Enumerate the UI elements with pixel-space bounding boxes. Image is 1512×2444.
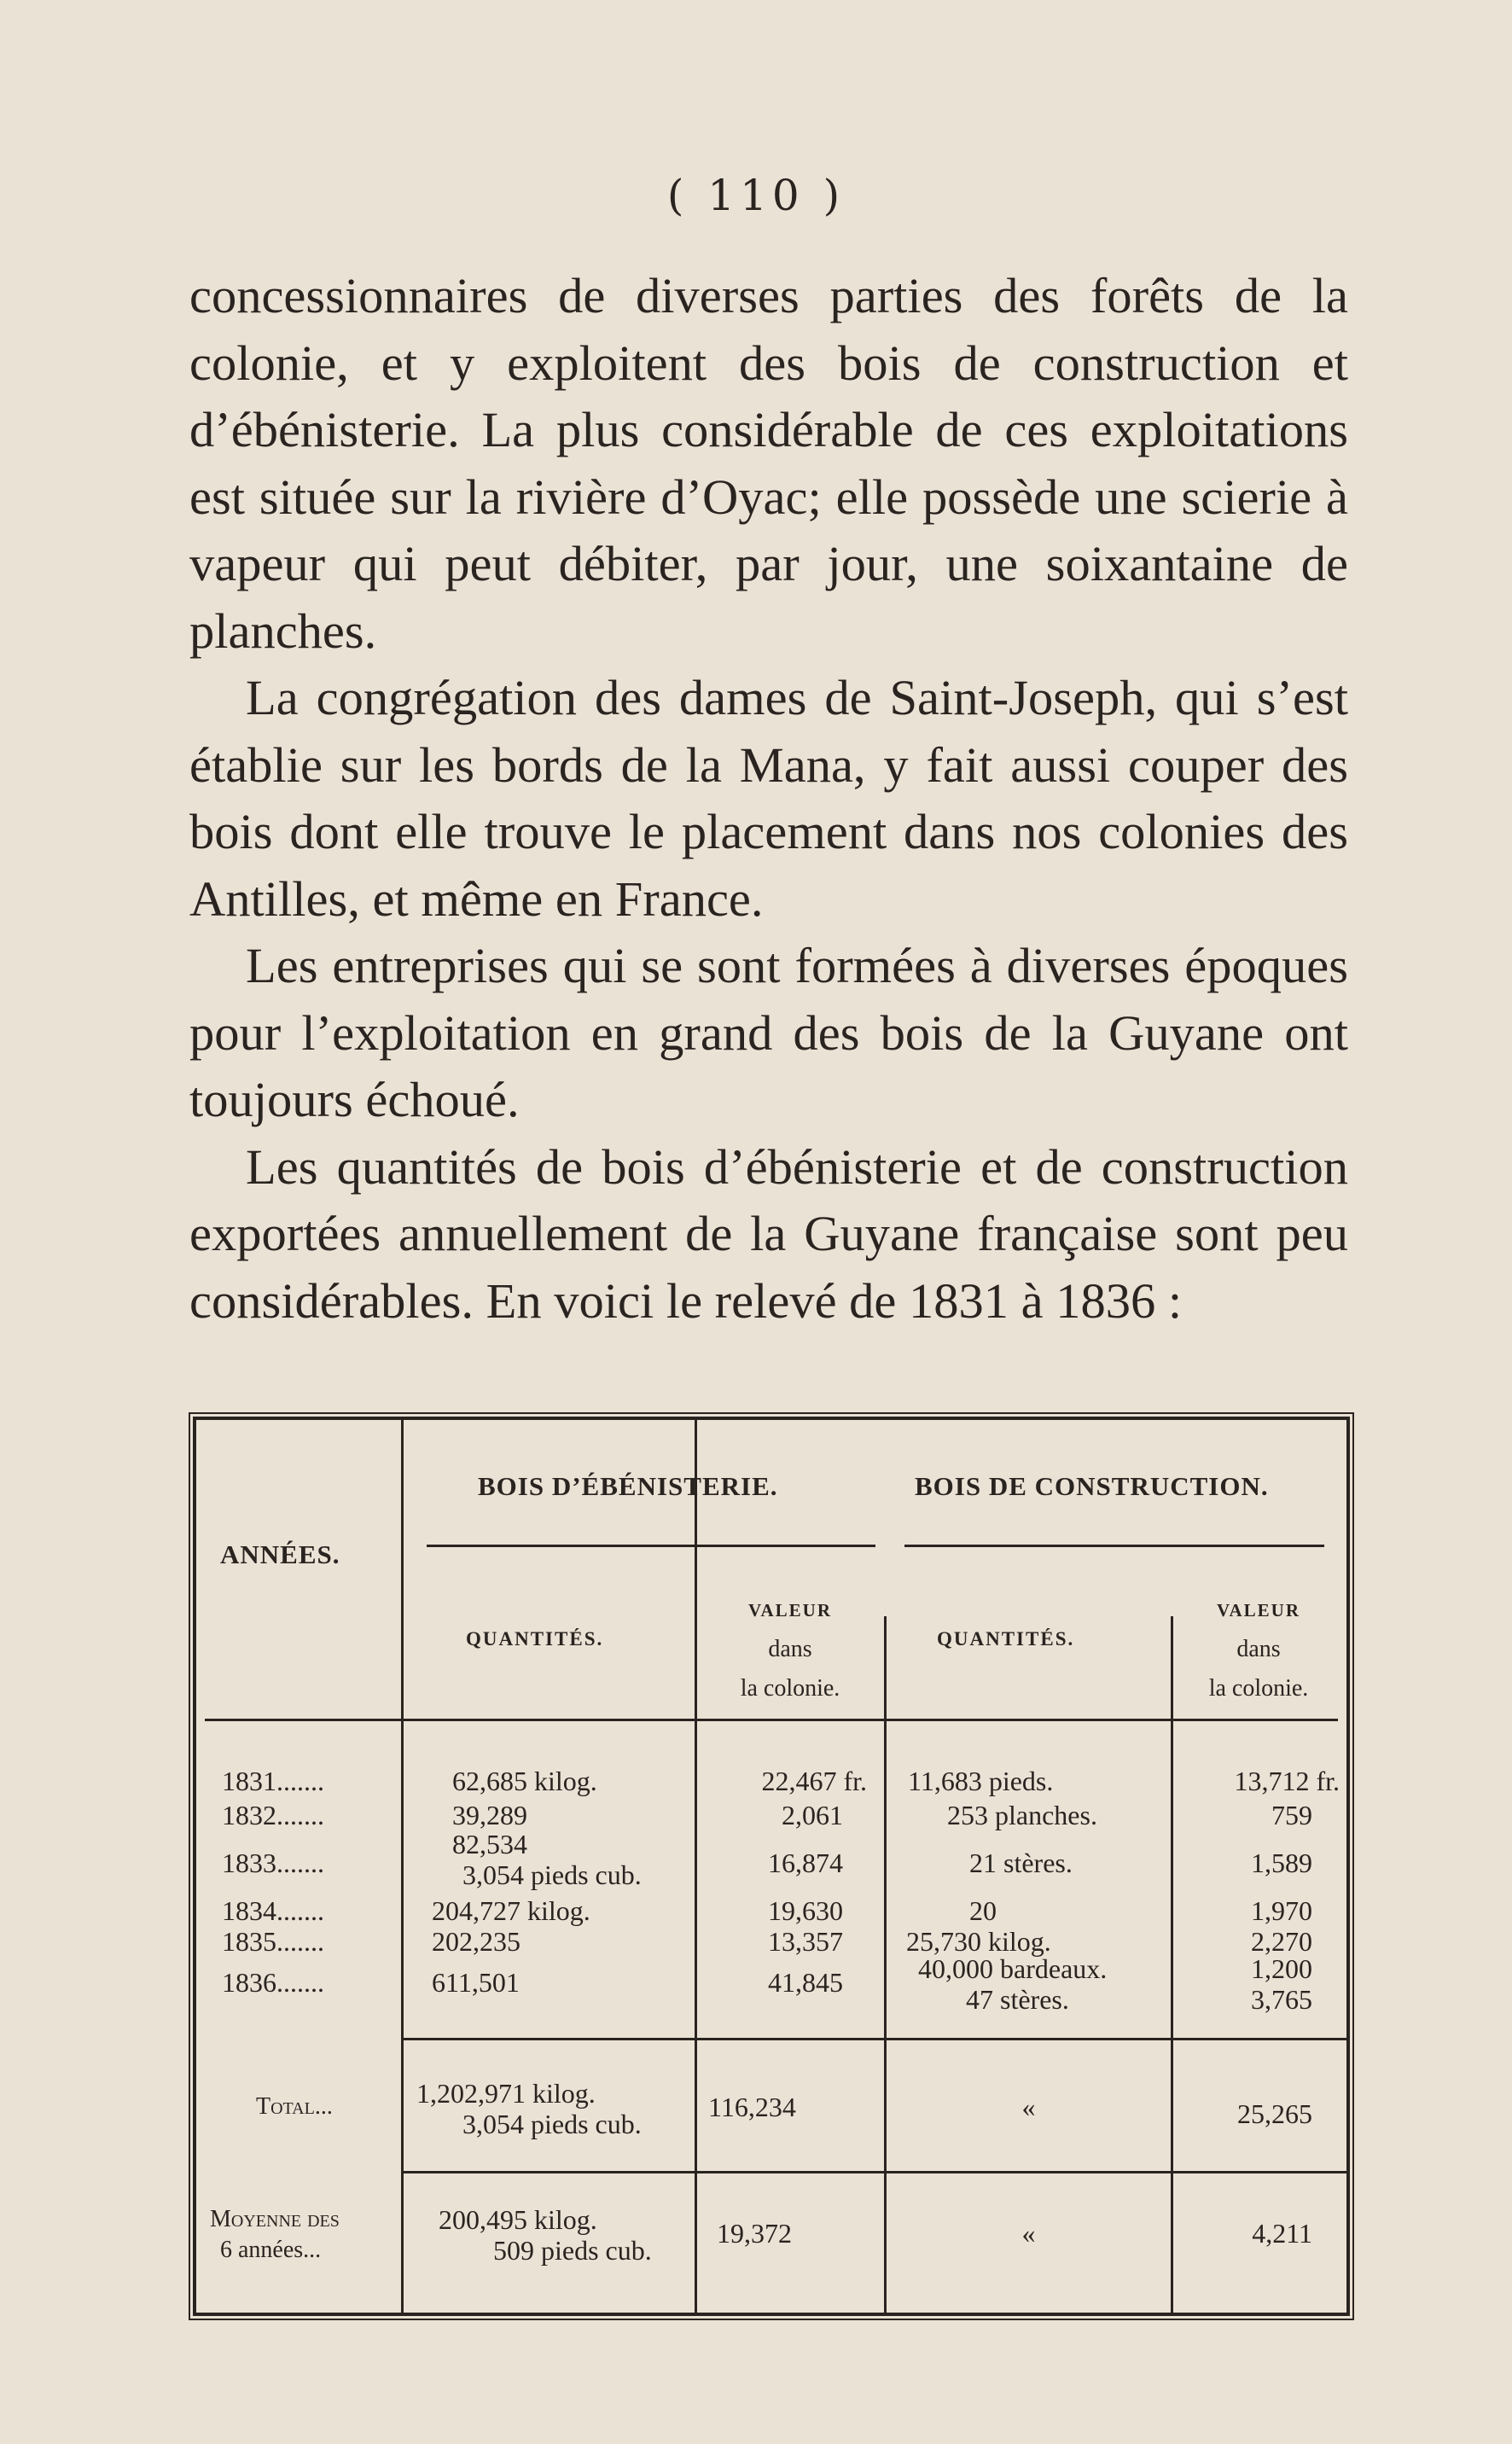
average-label: Moyenne des <box>210 2206 340 2232</box>
total-con-qty: « <box>1021 2092 1036 2122</box>
year-cell: 1835....... <box>222 1926 324 1957</box>
year-cell: 1833....... <box>222 1848 324 1878</box>
column-divider <box>695 2028 697 2313</box>
average-con-qty: « <box>1021 2218 1036 2249</box>
ebe-qty-cell: 62,685 kilog. <box>452 1766 597 1796</box>
subheader-valeur: VALEUR dans la colonie. <box>1208 1600 1309 1702</box>
con-value-cell: 1,970 <box>1251 1895 1312 1926</box>
ebe-qty-cell: 39,289 <box>452 1800 527 1830</box>
con-qty-cell: 25,730 kilog. <box>906 1926 1051 1957</box>
ebe-value-cell: 41,845 <box>768 1967 843 1998</box>
average-label: 6 années... <box>220 2237 322 2263</box>
total-ebe-qty: 1,202,971 kilog. <box>416 2078 596 2109</box>
average-ebe-qty: 509 pieds cub. <box>493 2235 652 2266</box>
ebe-value-cell: 16,874 <box>768 1848 843 1878</box>
brace-construction <box>904 1543 1324 1548</box>
con-value-cell: 1,200 <box>1251 1953 1312 1984</box>
ebe-value-cell: 2,061 <box>782 1800 843 1830</box>
ebe-qty-cell: 204,727 kilog. <box>432 1895 590 1926</box>
paragraph: Les entreprises qui se sont formées à diverses époques pour l’exploitation en grand des bois de la Guyane ont toujours échoué. <box>189 938 1348 1127</box>
header-years: ANNÉES. <box>220 1539 340 1569</box>
average-con-value: 4,211 <box>1252 2218 1312 2249</box>
con-qty-cell: 253 planches. <box>947 1800 1097 1830</box>
column-divider <box>695 1420 697 2028</box>
con-qty-cell: 20 <box>969 1895 997 1926</box>
con-qty-cell: 40,000 bardeaux. <box>918 1953 1108 1984</box>
paragraph: La congrégation des dames de Saint-Joseph, qui s’est établie sur les bords de la Mana, y fait aussi couper des bois dont elle trouve le placement dans nos colonies des Antilles, et même en France. <box>189 670 1348 927</box>
average-ebe-qty: 200,495 kilog. <box>439 2204 597 2235</box>
con-value-cell: 13,712 fr. <box>1234 1766 1340 1796</box>
header-rule <box>205 1719 1338 1721</box>
rows-rule <box>401 2038 1346 2040</box>
total-rule <box>401 2171 1346 2173</box>
ebe-value-cell: 13,357 <box>768 1926 843 1957</box>
export-table <box>193 1417 1350 2316</box>
con-qty-cell: 47 stères. <box>966 1984 1069 2015</box>
con-qty-cell: 11,683 pieds. <box>908 1766 1054 1796</box>
year-cell: 1832....... <box>222 1800 324 1830</box>
year-cell: 1834....... <box>222 1895 324 1926</box>
header-construction: BOIS DE CONSTRUCTION. <box>915 1471 1269 1501</box>
year-cell: 1836....... <box>222 1967 324 1998</box>
average-ebe-value: 19,372 <box>717 2218 792 2249</box>
ebe-value-cell: 19,630 <box>768 1895 843 1926</box>
ebe-value-cell: 22,467 fr. <box>761 1766 867 1796</box>
subheader-valeur: VALEUR dans la colonie. <box>740 1600 840 1702</box>
header-ebenisterie: BOIS D’ÉBÉNISTERIE. <box>478 1471 778 1501</box>
page-number: ( 110 ) <box>666 171 846 220</box>
subheader-quantites: QUANTITÉS. <box>466 1628 604 1650</box>
subheader-quantites: QUANTITÉS. <box>937 1628 1075 1650</box>
con-value-cell: 3,765 <box>1251 1984 1312 2015</box>
ebe-qty-cell: 3,054 pieds cub. <box>462 1859 642 1890</box>
paragraph: concessionnaires de diverses parties des forêts de la colonie, et y exploitent des bois de construction et d’ébénisterie. La plus considérable de ces exploitations est située sur la rivière d’Oyac; elle possède une scierie à vapeur qui peut débiter, par jour, une soixantaine de planches. <box>189 268 1348 659</box>
con-value-cell: 2,270 <box>1251 1926 1312 1957</box>
year-cell: 1831....... <box>222 1766 324 1796</box>
con-value-cell: 759 <box>1271 1800 1312 1830</box>
body-text <box>189 263 1348 1335</box>
ebe-qty-cell: 202,235 <box>432 1926 520 1957</box>
ebe-qty-cell: 82,534 <box>452 1829 527 1859</box>
total-ebe-value: 116,234 <box>708 2092 796 2122</box>
ebe-qty-cell: 611,501 <box>432 1967 520 1998</box>
total-ebe-qty: 3,054 pieds cub. <box>462 2109 642 2139</box>
total-label: Total... <box>256 2093 333 2120</box>
paragraph: Les quantités de bois d’ébénisterie et de construction exportées annuellement de la Guyane française sont peu considérables. En voici le relevé de 1831 à 1836 : <box>189 1138 1348 1329</box>
brace-ebenisterie <box>427 1543 875 1548</box>
total-con-value: 25,265 <box>1237 2098 1312 2129</box>
con-qty-cell: 21 stères. <box>969 1848 1073 1878</box>
column-divider <box>401 1420 404 2313</box>
con-value-cell: 1,589 <box>1251 1848 1312 1878</box>
